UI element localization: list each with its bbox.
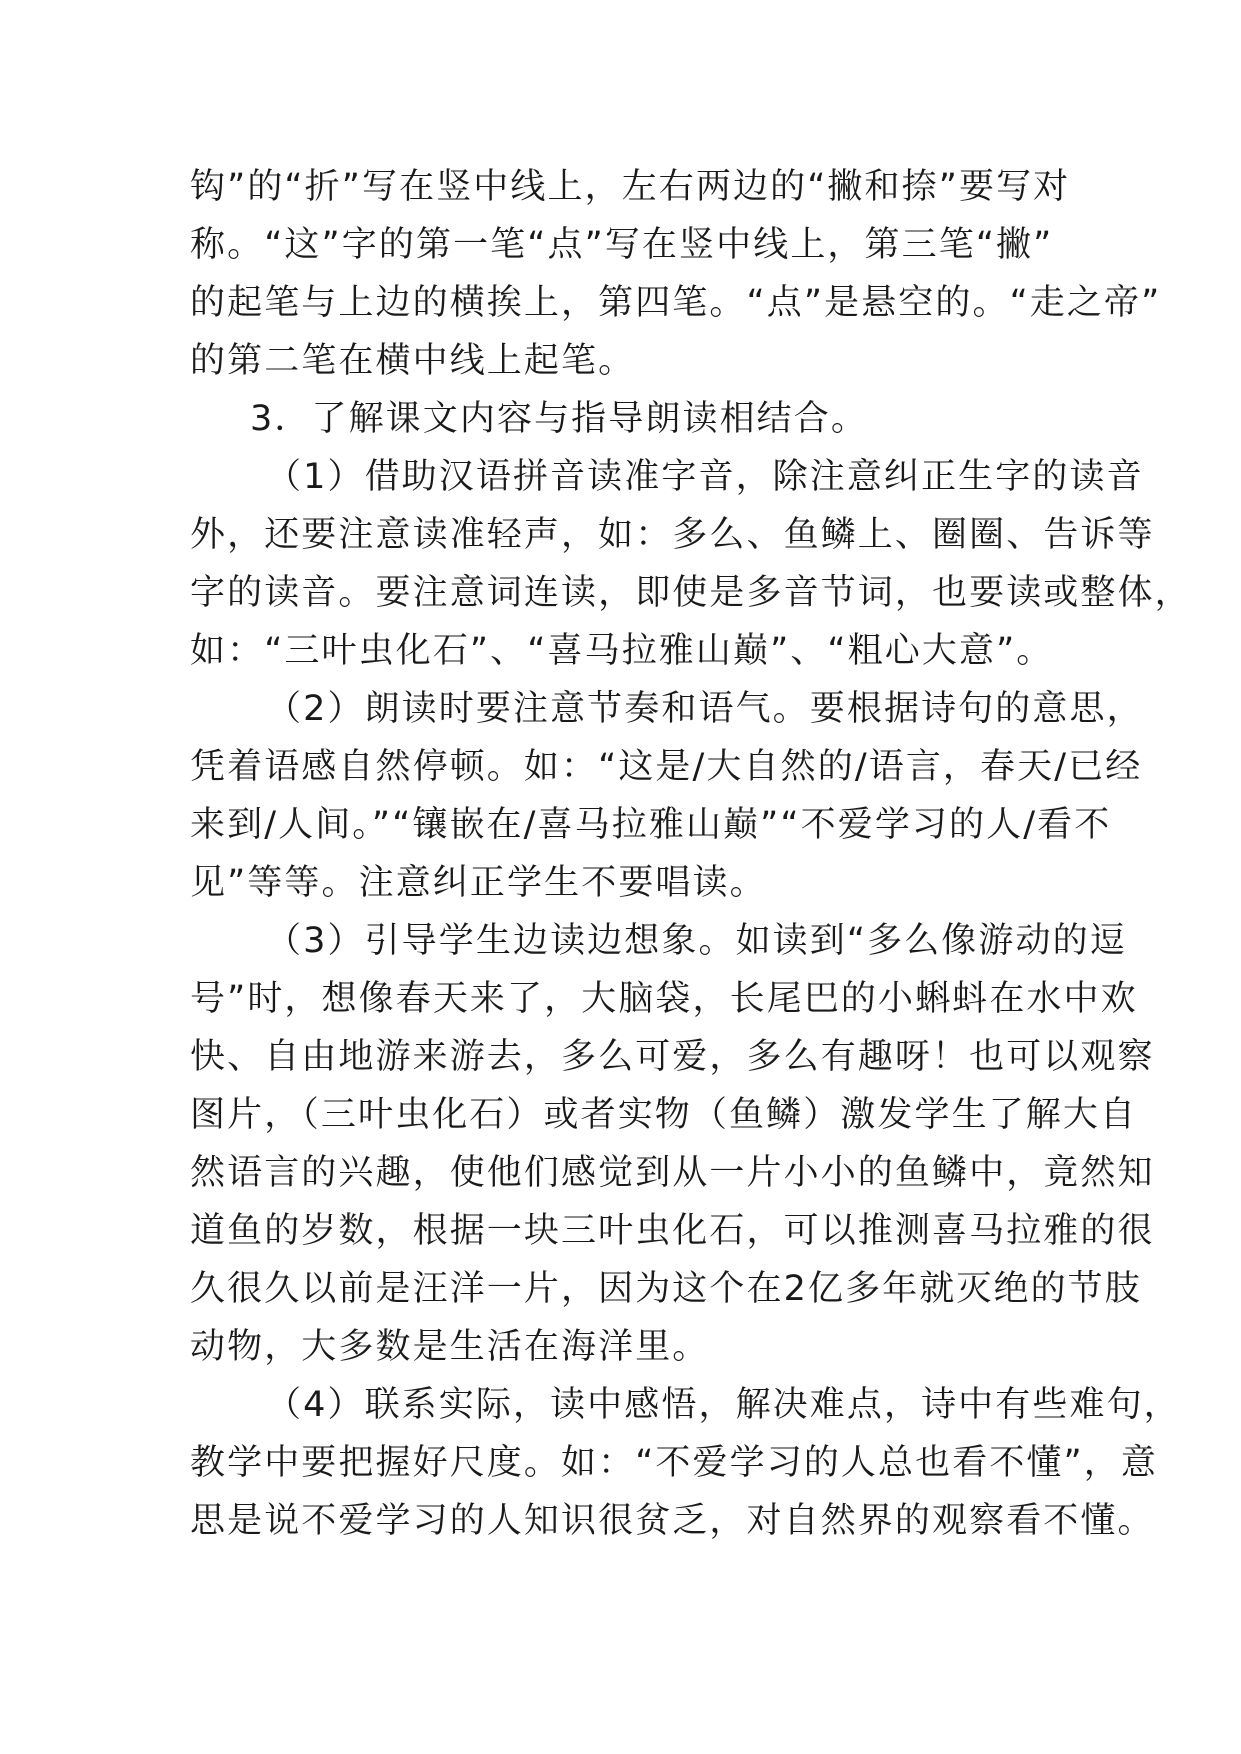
text-line: 的起笔与上边的横挨上，第四笔。“点”是悬空的。“走之帝” [190, 283, 1162, 323]
text-line: 如：“三叶虫化石”、“喜马拉雅山巅”、“粗心大意”。 [190, 631, 1054, 671]
text-line: 图片，（三叶虫化石）或者实物（鱼鳞）激发学生了解大自 [190, 1095, 1138, 1135]
section-heading: 3．了解课文内容与指导朗读相结合。 [250, 399, 868, 439]
text-line: 外，还要注意读准轻声，如：多么、鱼鳞上、圈圈、告诉等 [190, 515, 1155, 555]
text-line: 动物，大多数是生活在海洋里。 [190, 1327, 710, 1367]
text-line: 思是说不爱学习的人知识很贫乏，对自然界的观察看不懂。 [190, 1501, 1155, 1541]
text-line: 字的读音。要注意词连读，即使是多音节词，也要读或整体， [190, 573, 1192, 613]
paragraph-start-1: （1）借助汉语拼音读准字音，除注意纠正生字的读音 [266, 457, 1144, 497]
text-line: 道鱼的岁数，根据一块三叶虫化石，可以推测喜马拉雅的很 [190, 1211, 1155, 1251]
text-line: 称。“这”字的第一笔“点”写在竖中线上，第三笔“撇” [190, 225, 1054, 265]
text-line: 凭着语感自然停顿。如：“这是/大自然的/语言，春天/已经 [190, 747, 1143, 787]
text-line: 久很久以前是汪洋一片，因为这个在2亿多年就灭绝的节肢 [190, 1269, 1142, 1309]
body-text [190, 158, 1192, 1550]
paragraph-start-2: （2）朗读时要注意节奏和语气。要根据诗句的意思， [266, 689, 1144, 729]
text-line: 教学中要把握好尺度。如：“不爱学习的人总也看不懂”，意 [190, 1443, 1158, 1483]
text-line: 的第二笔在横中线上起笔。 [190, 341, 636, 381]
paragraph-start-3: （3）引导学生边读边想象。如读到“多么像游动的逗 [266, 921, 1127, 961]
text-line: 见”等等。注意纠正学生不要唱读。 [190, 863, 767, 903]
text-line: 快、自由地游来游去，多么可爱，多么有趣呀！也可以观察 [190, 1037, 1155, 1077]
text-line: 号”时，想像春天来了，大脑袋，长尾巴的小蝌蚪在水中欢 [190, 979, 1138, 1019]
text-line: 来到/人间。”“镶嵌在/喜马拉雅山巅”“不爱学习的人/看不 [190, 805, 1112, 845]
paragraph-start-4: （4）联系实际，读中感悟，解决难点，诗中有些难句， [266, 1385, 1181, 1425]
text-line: 然语言的兴趣，使他们感觉到从一片小小的鱼鳞中，竟然知 [190, 1153, 1155, 1193]
text-line: 钩”的“折”写在竖中线上，左右两边的“撇和捺”要写对 [190, 167, 1071, 207]
